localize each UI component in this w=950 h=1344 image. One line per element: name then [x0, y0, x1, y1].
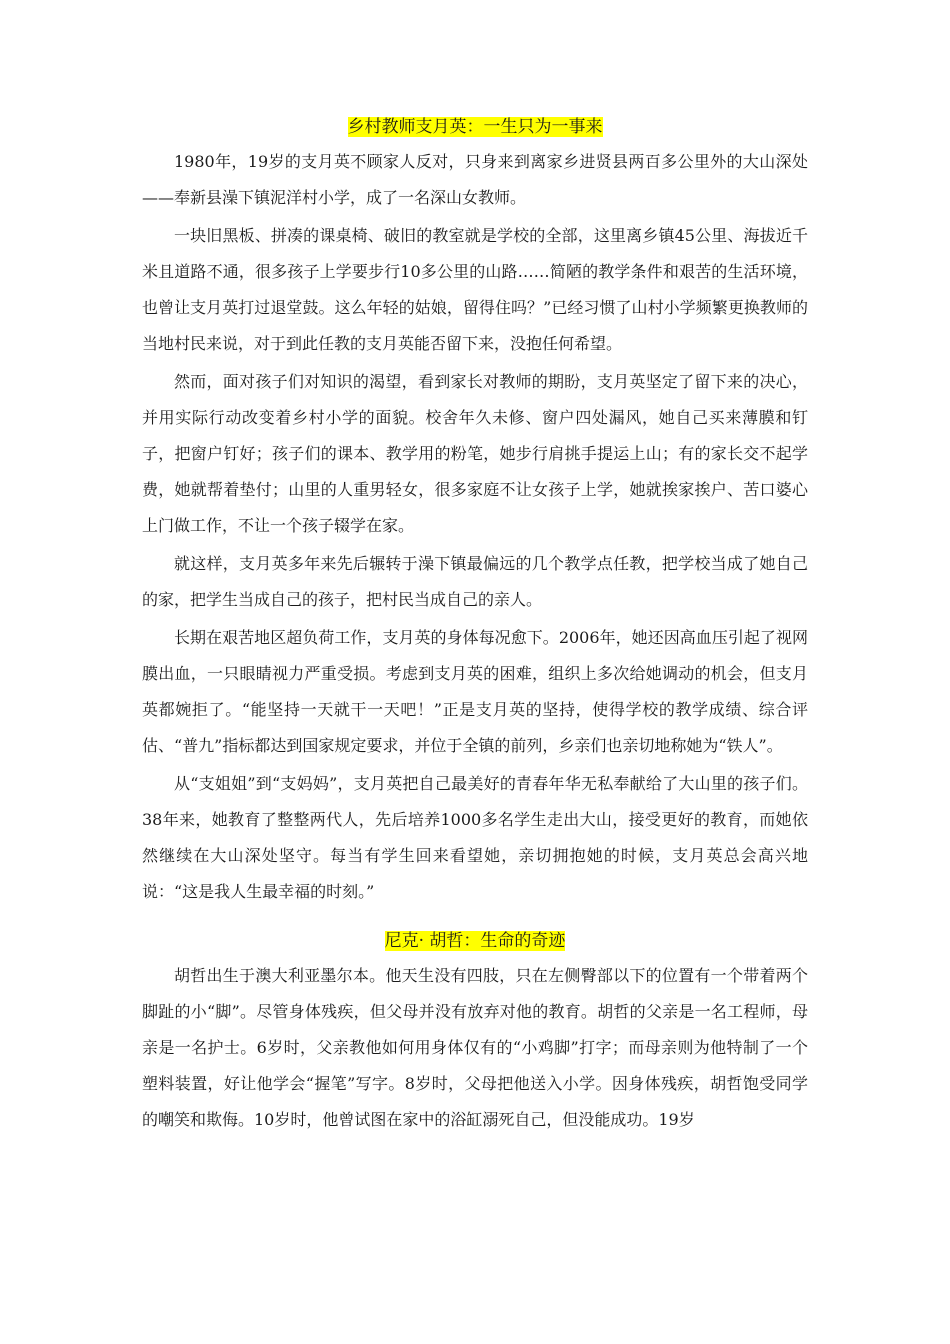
paragraph: 长期在艰苦地区超负荷工作，支月英的身体每况愈下。2006年，她还因高血压引起了视网膜出血，一只眼睛视力严重受损。考虑到支月英的困难，组织上多次给她调动的机会，但支月英都婉拒了。“能坚持一天就干一天吧！”正是支月英的坚持，使得学校的教学成绩、综合评估、“普九”指标都达到国家规定要求，并位于全镇的前列，乡亲们也亲切地称她为“铁人”。	[142, 628, 808, 755]
paragraph: 1980年，19岁的支月英不顾家人反对，只身来到离家乡进贤县两百多公里外的大山深处——奉新县澡下镇泥洋村小学，成了一名深山女教师。	[142, 152, 808, 207]
document-body	[142, 112, 808, 1140]
paragraph: 胡哲出生于澳大利亚墨尔本。他天生没有四肢，只在左侧臀部以下的位置有一个带着两个脚趾的小“脚”。尽管身体残疾，但父母并没有放弃对他的教育。胡哲的父亲是一名工程师，母亲是一名护士。6岁时，父亲教他如何用身体仅有的“小鸡脚”打字；而母亲则为他特制了一个塑料装置，好让他学会“握笔”写字。8岁时，父母把他送入小学。因身体残疾，胡哲饱受同学的嘲笑和欺侮。10岁时，他曾试图在家中的浴缸溺死自己，但没能成功。19岁	[142, 966, 808, 1129]
paragraph: 就这样，支月英多年来先后辗转于澡下镇最偏远的几个教学点任教，把学校当成了她自己的家，把学生当成自己的孩子，把村民当成自己的亲人。	[142, 554, 808, 609]
section-nick-vujicic	[142, 926, 808, 1138]
section-title	[142, 926, 808, 956]
paragraph: 从“支姐姐”到“支妈妈”，支月英把自己最美好的青春年华无私奉献给了大山里的孩子们。38年来，她教育了整整两代人，先后培养1000多名学生走出大山，接受更好的教育，而她依然继续在大山深处坚守。每当有学生回来看望她，亲切拥抱她的时候，支月英总会高兴地说：“这是我人生最幸福的时刻。”	[142, 774, 808, 901]
section-title	[142, 112, 808, 142]
section-zhi-yueying	[142, 112, 808, 910]
section-title-text: 尼克· 胡哲：生命的奇迹	[384, 931, 566, 951]
paragraph: 然而，面对孩子们对知识的渴望，看到家长对教师的期盼，支月英坚定了留下来的决心，并用实际行动改变着乡村小学的面貌。校舍年久未修、窗户四处漏风，她自己买来薄膜和钉子，把窗户钉好；孩子们的课本、教学用的粉笔，她步行肩挑手提运上山；有的家长交不起学费，她就帮着垫付；山里的人重男轻女，很多家庭不让女孩子上学，她就挨家挨户、苦口婆心上门做工作，不让一个孩子辍学在家。	[142, 372, 808, 535]
section-title-text: 乡村教师支月英：一生只为一事来	[347, 117, 603, 137]
paragraph: 一块旧黑板、拼凑的课桌椅、破旧的教室就是学校的全部，这里离乡镇45公里、海拔近千米且道路不通，很多孩子上学要步行10多公里的山路……简陋的教学条件和艰苦的生活环境，也曾让支月英打过退堂鼓。这么年轻的姑娘，留得住吗？”已经习惯了山村小学频繁更换教师的当地村民来说，对于到此任教的支月英能否留下来，没抱任何希望。	[142, 226, 808, 353]
